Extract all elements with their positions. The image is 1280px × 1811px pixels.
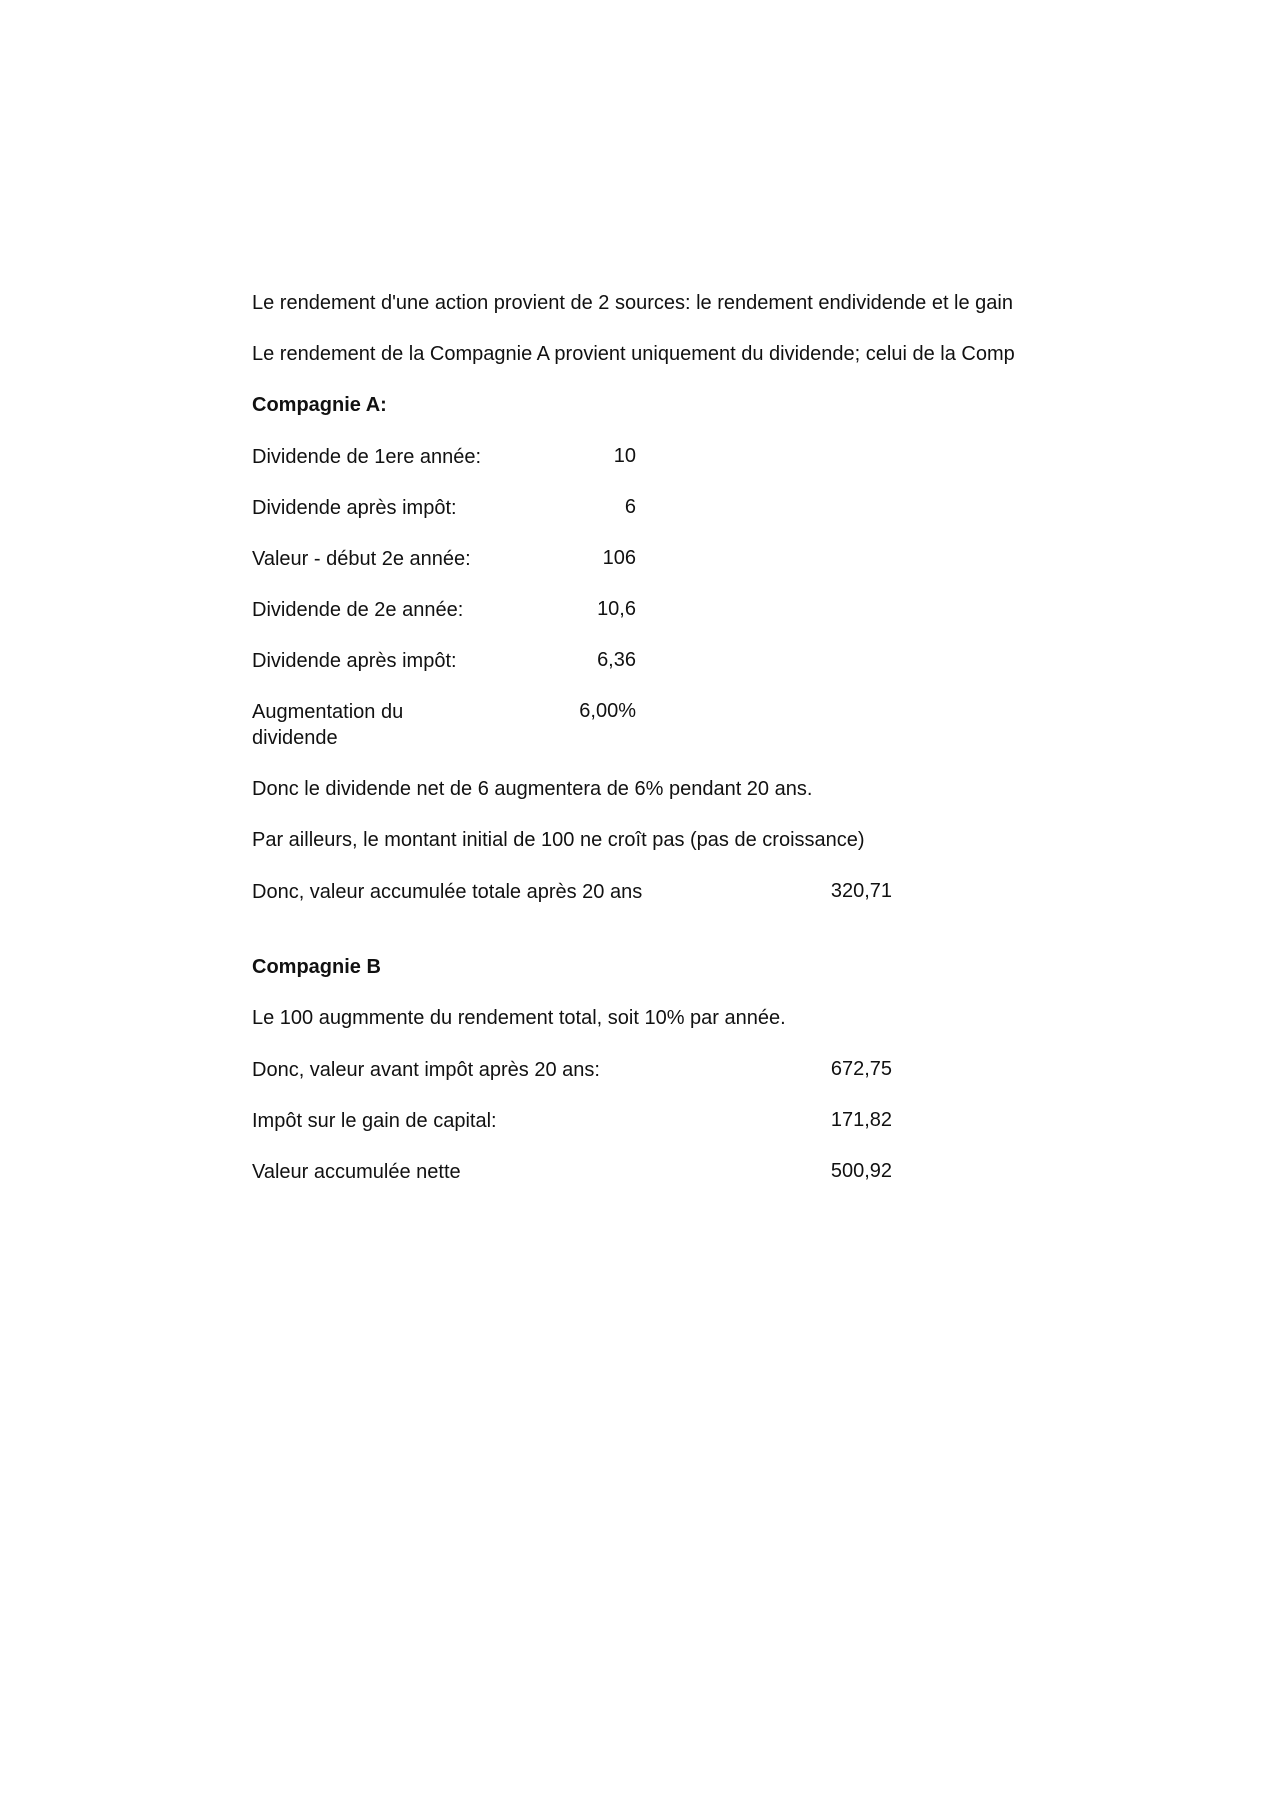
company-a-row	[252, 597, 902, 647]
row-value: 106	[602, 547, 636, 569]
company-b-row	[252, 1108, 902, 1158]
company-a-heading: Compagnie A:	[252, 394, 387, 416]
company-b-note: Le 100 augmmente du rendement total, soit 10% par année.	[252, 1007, 786, 1029]
row-label: Dividende après impôt:	[252, 650, 457, 672]
company-b-heading: Compagnie B	[252, 956, 381, 978]
row-value: 500,92	[830, 1160, 892, 1182]
company-a-note-1: Donc le dividende net de 6 augmentera de 6% pendant 20 ans.	[252, 778, 813, 800]
total-value: 320,71	[830, 880, 892, 902]
row-label: Valeur accumulée nette	[252, 1161, 461, 1183]
row-label: Dividende après impôt:	[252, 497, 457, 519]
intro-line-2: Le rendement de la Compagnie A provient uniquement du dividende; celui de la Comp	[252, 343, 1015, 365]
row-value: 6,36	[597, 649, 636, 671]
row-value: 10,6	[597, 598, 636, 620]
row-label: Valeur - début 2e année:	[252, 548, 471, 570]
company-a-row	[252, 648, 902, 698]
company-a-row	[252, 495, 902, 545]
row-value: 10	[613, 445, 636, 467]
company-b-row	[252, 1159, 902, 1209]
row-label: Augmentation du dividende	[252, 701, 404, 749]
row-value: 171,82	[830, 1109, 892, 1131]
row-label: Donc, valeur avant impôt après 20 ans:	[252, 1059, 600, 1081]
row-value: 6	[624, 496, 636, 518]
row-label: Dividende de 2e année:	[252, 599, 464, 621]
row-value: 6,00%	[579, 700, 636, 722]
company-b-row	[252, 1057, 902, 1107]
company-a-note-2: Par ailleurs, le montant initial de 100 ne croît pas (pas de croissance)	[252, 829, 865, 851]
row-label: Dividende de 1ere année:	[252, 446, 482, 468]
total-label: Donc, valeur accumulée totale après 20 ans	[252, 881, 643, 903]
company-a-total-row	[252, 879, 902, 929]
row-label: Impôt sur le gain de capital:	[252, 1110, 497, 1132]
company-a-row	[252, 444, 902, 494]
company-a-row	[252, 699, 902, 759]
company-a-row	[252, 546, 902, 596]
intro-line-1: Le rendement d'une action provient de 2 sources: le rendement endividende et le gain	[252, 292, 1013, 314]
row-value: 672,75	[830, 1058, 892, 1080]
